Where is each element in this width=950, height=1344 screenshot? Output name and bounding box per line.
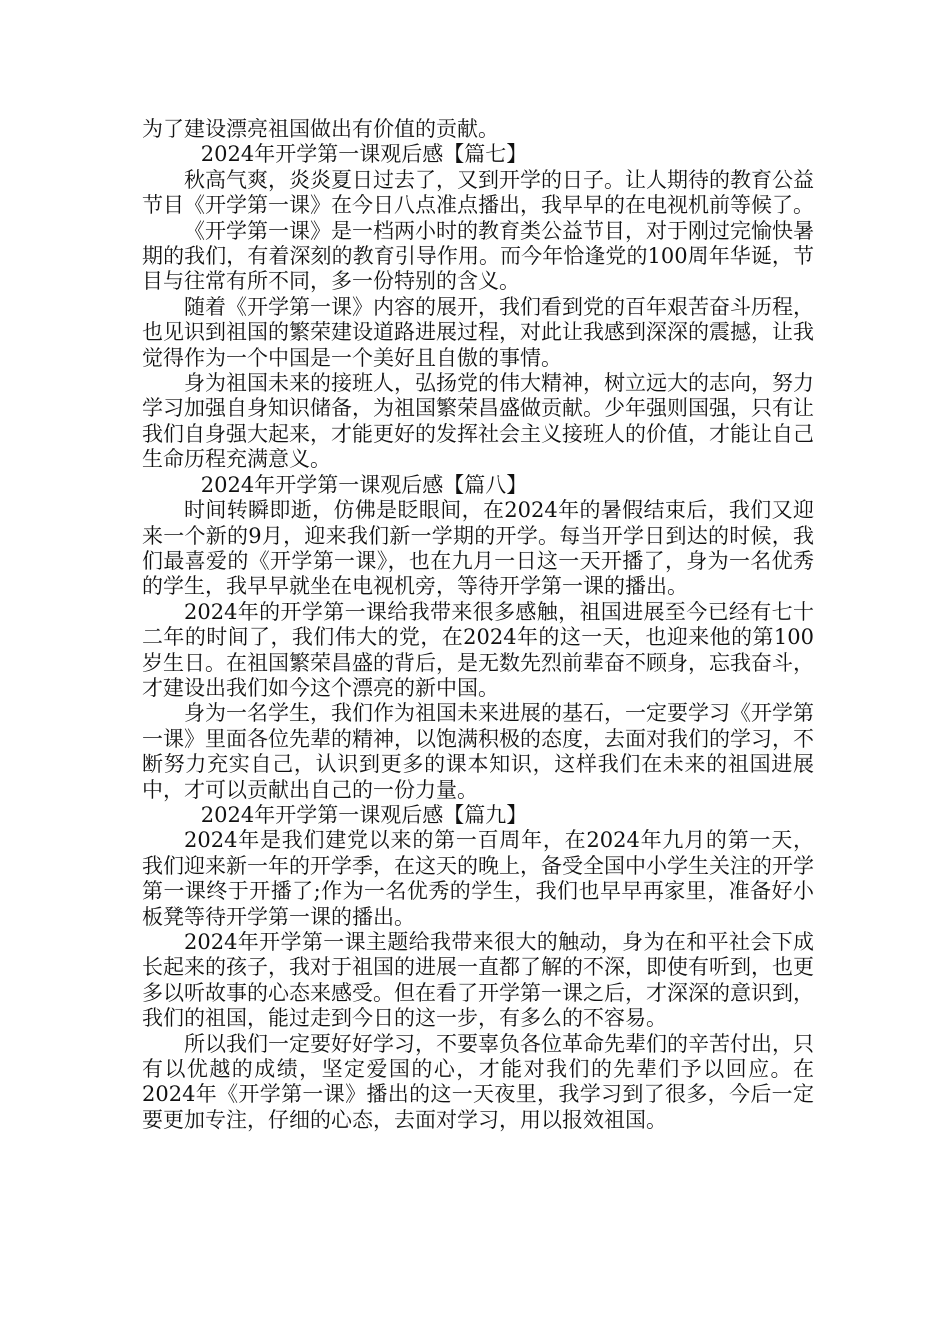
paragraph: 2024年的开学第一课给我带来很多感触，祖国进展至今已经有七十二年的时间了，我们伟大的党，在2024年的这一天，也迎来他的第100岁生日。在祖国繁荣昌盛的背后，是无数先烈前辈奋不顾身，忘我奋斗，才建设出我们如今这个漂亮的新中国。 [142,599,814,700]
paragraph-continuation: 为了建设漂亮祖国做出有价值的贡献。 [142,117,499,141]
paragraph: 身为一名学生，我们作为祖国未来进展的基石，一定要学习《开学第一课》里面各位先辈的精神，以饱满积极的态度，去面对我们的学习，不断努力充实自己，认识到更多的课本知识，这样我们在未来的祖国进展中，才可以贡献出自己的一份力量。 [142,701,814,802]
paragraph: 身为祖国未来的接班人，弘扬党的伟大精神，树立远大的志向，努力学习加强自身知识储备，为祖国繁荣昌盛做贡献。少年强则国强，只有让我们自身强大起来，才能更好的发挥社会主义接班人的价值，才能让自己生命历程充满意义。 [142,371,814,472]
paragraph: 时间转瞬即逝，仿佛是眨眼间，在2024年的暑假结束后，我们又迎来一个新的9月，迎来我们新一学期的开学。每当开学日到达的时候，我们最喜爱的《开学第一课》，也在九月一日这一天开播了，身为一名优秀的学生，我早早就坐在电视机旁，等待开学第一课的播出。 [142,498,814,599]
section-heading-7: 2024年开学第一课观后感【篇七】 [200,142,528,167]
paragraph: 随着《开学第一课》内容的展开，我们看到党的百年艰苦奋斗历程，也见识到祖国的繁荣建设道路进展过程，对此让我感到深深的震撼，让我觉得作为一个中国是一个美好且自傲的事情。 [142,294,814,370]
section-heading-9: 2024年开学第一课观后感【篇九】 [200,802,528,827]
paragraph: 2024年是我们建党以来的第一百周年，在2024年九月的第一天，我们迎来新一年的开学季，在这天的晚上，备受全国中小学生关注的开学第一课终于开播了;作为一名优秀的学生，我们也早早再家里，准备好小板凳等待开学第一课的播出。 [142,828,814,929]
paragraph: 秋高气爽，炎炎夏日过去了，又到开学的日子。让人期待的教育公益节目《开学第一课》在今日八点准点播出，我早早的在电视机前等候了。 [142,167,814,218]
paragraph: 2024年开学第一课主题给我带来很大的触动，身为在和平社会下成长起来的孩子，我对于祖国的进展一直都了解的不深，即使有听到，也更多以听故事的心态来感受。但在看了开学第一课之后，才深深的意识到，我们的祖国，能过走到今日的这一步，有多么的不容易。 [142,930,814,1031]
paragraph: 《开学第一课》是一档两小时的教育类公益节目，对于刚过完愉快暑期的我们，有着深刻的教育引导作用。而今年恰逢党的100周年华诞，节目与往常有所不同，多一份特别的含义。 [142,218,814,294]
section-heading-8: 2024年开学第一课观后感【篇八】 [200,472,528,497]
paragraph: 所以我们一定要好好学习，不要辜负各位革命先辈们的辛苦付出，只有以优越的成绩，坚定爱国的心，才能对我们的先辈们予以回应。在2024年《开学第一课》播出的这一天夜里，我学习到了很多，今后一定要更加专注，仔细的心态，去面对学习，用以报效祖国。 [142,1031,814,1132]
document-body [142,117,814,1133]
